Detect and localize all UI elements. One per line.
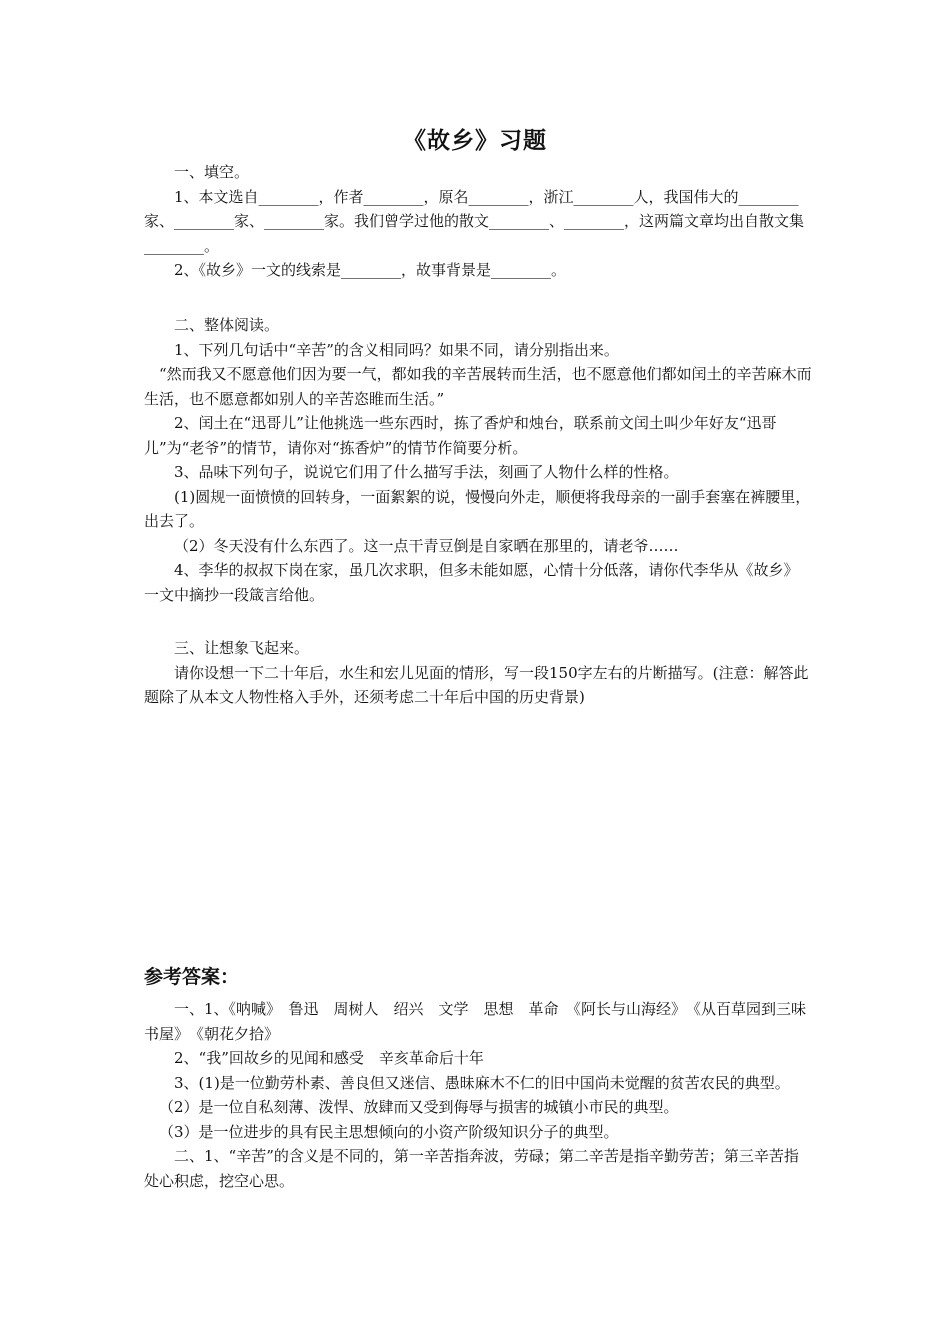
answer-text: （3）是一位进步的具有民主思想倾向的小资产阶级知识分子的典型。: [159, 1122, 619, 1141]
answer-text: 3、(1)是一位勤劳朴素、善良但又迷信、愚昧麻木不仁的旧中国尚未觉醒的贫苦农民的典型。: [174, 1073, 790, 1092]
answers-heading: 参考答案：: [144, 966, 240, 988]
section-fill-blank: [144, 160, 812, 283]
question-text: 2、闰土在“迅哥儿”让他挑选一些东西时，拣了香炉和烛台，联系前文闰土叫少年好友“迅哥儿”为“老爷”的情节，请你对“拣香炉”的情节作简要分析。: [144, 414, 777, 457]
section-heading: 一、填空。: [174, 163, 250, 181]
answer-text: 二、1、“辛苦”的含义是不同的，第一辛苦指奔波，劳碌；第二辛苦是指辛勤劳苦；第三辛苦指处心积虑，挖空心思。: [144, 1147, 799, 1190]
question-text: 3、品味下列句子，说说它们用了什么描写手法，刻画了人物什么样的性格。: [174, 463, 679, 481]
answer-text: （2）是一位自私刻薄、泼悍、放肆而又受到侮辱与损害的城镇小市民的典型。: [159, 1098, 679, 1116]
question-text: 1、下列几句话中“辛苦”的含义相同吗？如果不同，请分别指出来。: [174, 340, 619, 359]
question-text: 请你设想一下二十年后，水生和宏儿见面的情形，写一段150字左右的片断描写。(注意：解答此题除了从本文人物性格入手外，还须考虑二十年后中国的历史背景): [144, 663, 809, 706]
section-overall-reading: [144, 313, 812, 607]
question-text: 1、本文选自________，作者________，原名________，浙江________人，我国伟大的________家、________家、________家。我们曾学过他的散文________、________，这两篇文章均出自散文集________。: [144, 187, 805, 255]
section-heading: 三、让想象飞起来。: [174, 639, 310, 657]
section-imagination: [144, 636, 812, 710]
answer-text: 一、1、《呐喊》 鲁迅 周树人 绍兴 文学 思想 革命 《阿长与山海经》 《从百草园到三味书屋》 《朝花夕拾》: [144, 1000, 807, 1043]
question-text: 2、《故乡》一文的线索是________，故事背景是________。: [174, 261, 567, 279]
question-text: (1)圆规一面愤愤的回转身，一面絮絮的说，慢慢向外走，顺便将我母亲的一副手套塞在裤腰里，出去了。: [144, 487, 811, 530]
answer-text: 2、“我”回故乡的见闻和感受 辛亥革命后十年: [174, 1049, 484, 1067]
question-text: （2）冬天没有什么东西了。这一点干青豆倒是自家晒在那里的，请老爷……: [174, 536, 679, 555]
question-text: 4、李华的叔叔下岗在家，虽几次求职，但多未能如愿，心情十分低落，请你代李华从《故乡》一文中摘抄一段箴言给他。: [144, 561, 799, 604]
quoted-passage: “然而我又不愿意他们因为要一气，都如我的辛苦展转而生活，也不愿意他们都如闰土的辛苦麻木而生活，也不愿意都如别人的辛苦恣睢而生活。”: [144, 365, 812, 408]
answers-section: [144, 997, 812, 1193]
section-heading: 二、整体阅读。: [174, 316, 280, 334]
page-title: 《故乡》习题: [403, 128, 547, 154]
